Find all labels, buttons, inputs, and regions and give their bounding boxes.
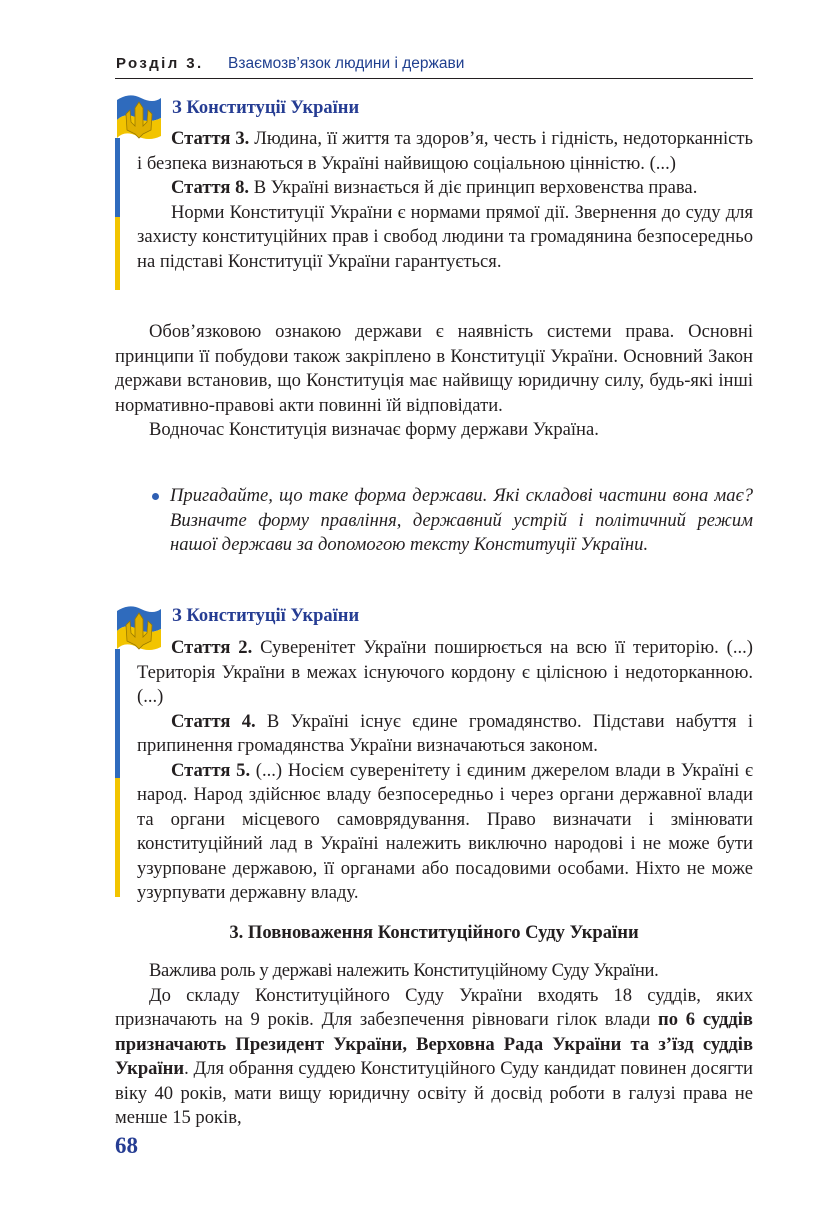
text-span: . Для обрання суддею Конституційного Суду кандидат повинен досягти віку 40 років, мати вищу юридичну освіту й досвід роботи в галузі права не менше 15 років, — [115, 1058, 753, 1128]
bold-span: по 6 суддів призначають Президент України, Верховна Рада України та з’їзд суддів України — [115, 1009, 753, 1079]
question-text: Пригадайте, що таке форма держави. Які складові частини вона має? Визначте форму правління, державний устрій і політичний режим нашої держави за допомогою тексту Конституції України. — [170, 485, 753, 555]
section-label: Розділ 3. — [116, 55, 204, 72]
paragraph: Водночас Конституція визначає форму держави Україна. — [149, 419, 599, 440]
box-text — [137, 636, 753, 906]
article-text: Суверенітет України поширюється на всю її територію. (...) Територія України в межах існуючого кордону є цілісною і недоторканною. (...) — [137, 637, 753, 707]
constitution-excerpt-box-1 — [115, 92, 753, 292]
article-4 — [137, 710, 753, 759]
text-span: До складу Конституційного Суду України входять 18 суддів, яких призначають на 9 років. Для забезпечення рівноваги гілок влади — [115, 984, 753, 1030]
body-paragraphs — [115, 320, 753, 443]
paragraph — [115, 984, 753, 1131]
running-header — [115, 54, 753, 79]
paragraph: Важлива роль у державі належить Конституційному Суду України. — [149, 960, 659, 981]
article-8-continued: Норми Конституції України є нормами прямої дії. Звернення до суду для захисту конституційних прав і свобод людини та громадянина безпосередньо на підставі Конституції України гарантується. — [137, 201, 753, 272]
article-2 — [137, 636, 753, 710]
section-title: Взаємозв’язок людини і держави — [228, 55, 465, 72]
article-text: (...) Носієм суверенітету і єдиним джерелом влади в Україні є народ. Народ здійснює владу безпосередньо і через органи державної влади та органи місцевого самоврядування. Право визначати і змінювати конституційний лад в Україні належить виключно народові і не може бути узурповане державою, її органами або посадовими особами. Ніхто не може узурпувати державну владу. — [137, 759, 753, 903]
section-3-body — [115, 959, 753, 1131]
flag-bar — [115, 649, 120, 897]
article-3 — [137, 127, 753, 176]
box-title: З Конституції України — [172, 606, 360, 626]
constitution-excerpt-box-2 — [115, 603, 753, 903]
page-number: 68 — [115, 1133, 138, 1158]
paragraph: Обов’язковою ознакою держави є наявність системи права. Основні принципи її побудови також закріплено в Конституції України. Основний Закон держави встановив, що Конституція має найвищу юридичну силу, будь-які інші нормативно-правові акти повинні їй відповідати. — [115, 321, 753, 416]
article-label: Стаття 5. — [171, 759, 251, 781]
bullet-icon — [152, 493, 159, 500]
box-title: З Конституції України — [172, 98, 360, 118]
box-text — [137, 127, 753, 274]
article-text: В Україні існує єдине громадянство. Підстави набуття і припинення громадянства України визначаються законом. — [137, 710, 753, 756]
article-label: Стаття 8. — [171, 177, 250, 198]
article-text: Людина, її життя та здоров’я, честь і гідність, недоторканність і безпека визнаються в Україні найвищою соціальною цінністю. (...) — [137, 128, 753, 174]
flag-bar — [115, 138, 120, 290]
article-8 — [137, 176, 753, 201]
question-block — [170, 484, 753, 558]
article-label: Стаття 3. — [171, 128, 250, 149]
article-label: Стаття 2. — [171, 637, 253, 658]
article-label: Стаття 4. — [171, 710, 256, 732]
article-5 — [137, 759, 753, 906]
article-text: В Україні визнається й діє принцип верховенства права. — [249, 177, 698, 198]
section-heading: 3. Повноваження Конституційного Суду України — [229, 922, 639, 943]
